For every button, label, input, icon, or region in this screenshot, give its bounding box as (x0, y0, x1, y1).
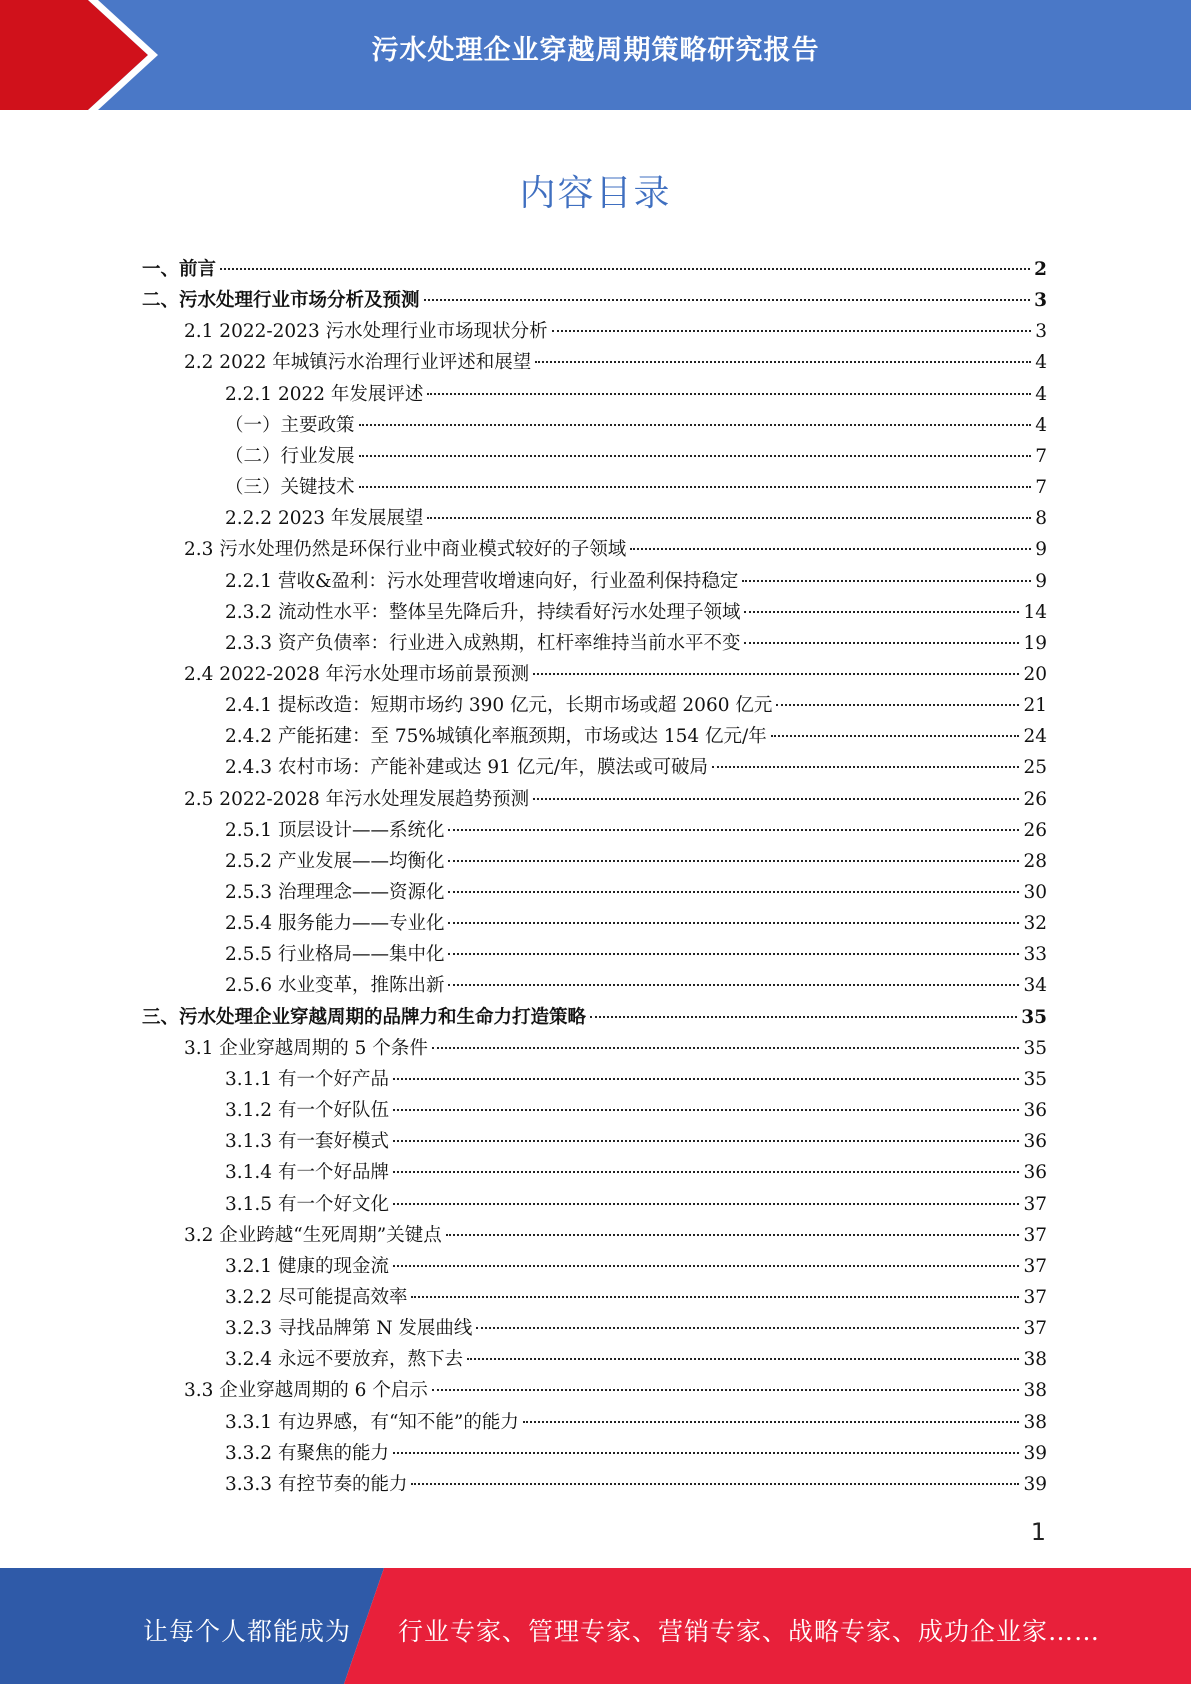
header-banner (0, 0, 1191, 110)
toc-leader-dots (393, 1452, 1019, 1454)
footer-slogan: 让每个人都能成为 (143, 1617, 352, 1646)
toc-entry[interactable] (225, 908, 1047, 939)
toc-entry-page: 3 (1035, 321, 1047, 343)
toc-entry-title: 3.3 企业穿越周期的 6 个启示 (184, 1380, 428, 1402)
toc-entry-title: 2.5.2 产业发展——均衡化 (225, 850, 445, 872)
toc-entry-title: 一、前言 (142, 259, 217, 280)
toc-entry-page: 39 (1023, 1442, 1047, 1464)
toc-entry-title: 2.4.1 提标改造：短期市场约 390 亿元，长期市场或超 2060 亿元 (225, 695, 773, 717)
toc-entry-title: 2.2.2 2023 年发展展望 (225, 508, 424, 530)
toc-leader-dots (523, 1421, 1020, 1423)
toc-entry-title: 3.3.1 有边界感，有“知不能”的能力 (225, 1411, 519, 1433)
toc-entry[interactable] (184, 1375, 1047, 1406)
toc-entry-page: 32 (1023, 913, 1047, 935)
toc-entry-page: 24 (1023, 726, 1047, 748)
footer-banner (0, 1568, 1191, 1684)
toc-entry-title: 2.5 2022-2028 年污水处理发展趋势预测 (184, 788, 530, 810)
toc-leader-dots (467, 1358, 1019, 1360)
toc-entry[interactable] (225, 1126, 1047, 1157)
toc-leader-dots (535, 361, 1031, 363)
toc-entry-title: 3.2.4 永远不要放弃，熬下去 (225, 1349, 463, 1371)
toc-leader-dots (393, 1109, 1019, 1111)
toc-leader-dots (427, 517, 1031, 519)
toc-entry-page: 25 (1023, 757, 1047, 779)
toc-entry[interactable] (225, 1157, 1047, 1188)
toc-leader-dots (712, 766, 1019, 768)
toc-entry-title: 2.2 2022 年城镇污水治理行业评述和展望 (184, 352, 532, 374)
toc-leader-dots (411, 1483, 1019, 1485)
toc-leader-dots (393, 1140, 1019, 1142)
toc-entry-page: 20 (1023, 663, 1047, 685)
toc-leader-dots (742, 580, 1031, 582)
toc-entry-title: 3.1.4 有一个好品牌 (225, 1162, 389, 1184)
toc-leader-dots (448, 891, 1019, 893)
toc-entry-page: 37 (1023, 1255, 1047, 1277)
toc-leader-dots (476, 1327, 1019, 1329)
toc-leader-dots (393, 1265, 1019, 1267)
toc-entry-page: 9 (1035, 570, 1047, 592)
toc-entry[interactable] (184, 1220, 1047, 1251)
toc-leader-dots (552, 330, 1032, 332)
toc-entry-page: 4 (1035, 414, 1047, 436)
toc-entry-title: （二）行业发展 (225, 445, 355, 467)
toc-leader-dots (590, 1016, 1017, 1018)
toc-leader-dots (630, 548, 1031, 550)
toc-entry-page: 19 (1023, 632, 1047, 654)
toc-entry-page: 33 (1023, 944, 1047, 966)
toc-entry-page: 8 (1035, 508, 1047, 530)
toc-leader-dots (776, 704, 1019, 706)
toc-entry[interactable] (225, 597, 1047, 628)
toc-entry[interactable] (184, 659, 1047, 690)
toc-entry-title: 2.4.2 产能拓建：至 75%城镇化率瓶颈期，市场或达 154 亿元/年 (225, 726, 767, 748)
toc-entry-page: 37 (1023, 1286, 1047, 1308)
toc-entry-page: 4 (1035, 383, 1047, 405)
toc-leader-dots (393, 1078, 1019, 1080)
toc-entry-page: 7 (1035, 445, 1047, 467)
toc-entry-page: 36 (1023, 1131, 1047, 1153)
toc-entry-page: 35 (1023, 1068, 1047, 1090)
toc-entry-page: 35 (1023, 1037, 1047, 1059)
toc-entry-page: 39 (1023, 1473, 1047, 1495)
toc-entry[interactable] (225, 939, 1047, 970)
toc-entry[interactable] (184, 1033, 1047, 1064)
toc-entry-page: 35 (1021, 1006, 1047, 1028)
toc-leader-dots (448, 829, 1019, 831)
toc-entry-page: 30 (1023, 882, 1047, 903)
toc-leader-dots (744, 611, 1019, 613)
toc-entry-page: 38 (1023, 1411, 1047, 1433)
toc-entry[interactable] (142, 254, 1047, 285)
toc-entry-title: 2.5.3 治理理念——资源化 (225, 882, 445, 903)
toc-leader-dots (432, 1047, 1020, 1049)
toc-entry-title: 2.5.6 水业变革，推陈出新 (225, 975, 445, 997)
toc-entry[interactable] (225, 628, 1047, 659)
toc-entry[interactable] (225, 1189, 1047, 1220)
toc-entry-title: 2.3 污水处理仍然是环保行业中商业模式较好的子领域 (184, 539, 627, 561)
toc-entry-page: 36 (1023, 1162, 1047, 1184)
toc-entry-title: 3.1.5 有一个好文化 (225, 1193, 389, 1215)
toc-entry-title: 3.2.3 寻找品牌第 N 发展曲线 (225, 1318, 473, 1340)
toc-leader-dots (411, 1296, 1019, 1298)
toc-entry-title: （三）关键技术 (225, 477, 355, 499)
toc-entry-page: 26 (1023, 788, 1047, 810)
toc-entry[interactable] (225, 877, 1047, 908)
toc-entry-title: 3.2 企业跨越“生死周期”关键点 (184, 1224, 442, 1246)
toc-entry-page: 38 (1023, 1380, 1047, 1402)
toc-entry[interactable] (225, 1095, 1047, 1126)
toc-entry[interactable] (225, 721, 1047, 752)
toc-entry-page: 3 (1034, 290, 1047, 312)
toc-leader-dots (424, 299, 1031, 301)
toc-title: 内容目录 (519, 173, 672, 214)
page-number: 1 (1030, 1518, 1046, 1546)
toc-entry[interactable] (225, 1313, 1047, 1344)
toc-entry[interactable] (225, 1438, 1047, 1469)
toc-entry[interactable] (225, 379, 1047, 410)
toc-entry-title: 3.3.2 有聚焦的能力 (225, 1442, 389, 1464)
toc-entry[interactable] (225, 566, 1047, 597)
toc-entry[interactable] (184, 347, 1047, 378)
toc-leader-dots (359, 424, 1032, 426)
toc-entry-page: 34 (1023, 975, 1047, 997)
toc-leader-dots (359, 455, 1032, 457)
toc-entry-title: 2.3.3 资产负债率：行业进入成熟期，杠杆率维持当前水平不变 (225, 632, 741, 654)
toc-entry-page: 28 (1023, 850, 1047, 872)
toc-entry[interactable] (225, 503, 1047, 534)
toc-entry-title: 3.1 企业穿越周期的 5 个条件 (184, 1037, 428, 1059)
toc-entry[interactable] (225, 846, 1047, 877)
toc-leader-dots (448, 860, 1019, 862)
toc-entry-title: 三、污水处理企业穿越周期的品牌力和生命力打造策略 (142, 1006, 587, 1028)
toc-leader-dots (427, 393, 1031, 395)
toc-entry-title: 二、污水处理行业市场分析及预测 (142, 290, 420, 312)
toc-leader-dots (393, 1171, 1019, 1173)
toc-entry[interactable] (225, 1282, 1047, 1313)
toc-entry[interactable] (225, 410, 1047, 441)
toc-leader-dots (448, 953, 1019, 955)
toc-entry-title: 2.4 2022-2028 年污水处理市场前景预测 (184, 663, 530, 685)
footer-roles: 行业专家、管理专家、营销专家、战略专家、成功企业家…… (398, 1617, 1101, 1646)
toc-entry[interactable] (184, 784, 1047, 815)
toc-entry-page: 2 (1034, 259, 1047, 280)
toc-entry[interactable] (225, 472, 1047, 503)
toc-entry-title: 2.2.1 营收&盈利：污水处理营收增速向好，行业盈利保持稳定 (225, 570, 739, 592)
toc-entry-title: 2.4.3 农村市场：产能补建或达 91 亿元/年，膜法或可破局 (225, 757, 708, 779)
toc-leader-dots (393, 1203, 1019, 1205)
toc-entry-title: 2.2.1 2022 年发展评述 (225, 383, 424, 405)
toc-leader-dots (220, 268, 1030, 270)
toc-entry[interactable] (225, 1469, 1047, 1500)
toc-leader-dots (448, 984, 1019, 986)
toc-entry-page: 21 (1023, 695, 1047, 717)
toc-entry-page: 37 (1023, 1318, 1047, 1340)
toc-entry-title: 3.1.1 有一个好产品 (225, 1068, 389, 1090)
toc-entry-title: 3.2.2 尽可能提高效率 (225, 1286, 408, 1308)
toc-entry[interactable] (225, 1064, 1047, 1095)
toc-leader-dots (744, 642, 1019, 644)
toc-entry[interactable] (225, 970, 1047, 1001)
toc-entry-title: 2.5.1 顶层设计——系统化 (225, 819, 445, 841)
toc-entry-page: 37 (1023, 1224, 1047, 1246)
toc-entry-title: 3.1.3 有一套好模式 (225, 1131, 389, 1153)
toc-entry[interactable] (225, 752, 1047, 783)
toc-entry-page: 26 (1023, 819, 1047, 841)
toc-entry-page: 38 (1023, 1349, 1047, 1371)
toc-entry-title: 2.3.2 流动性水平：整体呈先降后升，持续看好污水处理子领域 (225, 601, 741, 623)
toc-entry[interactable] (225, 1251, 1047, 1282)
toc-entry[interactable] (225, 441, 1047, 472)
toc-entry-title: 3.2.1 健康的现金流 (225, 1255, 389, 1277)
toc-entry-title: 3.3.3 有控节奏的能力 (225, 1473, 408, 1495)
toc-entry[interactable] (142, 285, 1047, 316)
toc-entry-page: 7 (1035, 477, 1047, 499)
toc-entry-page: 36 (1023, 1100, 1047, 1122)
toc-entry-page: 4 (1035, 352, 1047, 374)
toc-entry-title: 3.1.2 有一个好队伍 (225, 1100, 389, 1122)
toc-entry[interactable] (184, 534, 1047, 565)
toc-leader-dots (533, 673, 1019, 675)
toc-leader-dots (359, 486, 1032, 488)
toc-entry-title: 2.5.4 服务能力——专业化 (225, 913, 445, 935)
toc-leader-dots (432, 1389, 1020, 1391)
toc-entry[interactable] (142, 1002, 1047, 1033)
header-title: 污水处理企业穿越周期策略研究报告 (371, 35, 820, 66)
toc-entry-page: 37 (1023, 1193, 1047, 1215)
toc-leader-dots (533, 798, 1019, 800)
toc-entry[interactable] (225, 815, 1047, 846)
toc-entry-page: 14 (1023, 601, 1047, 623)
toc-leader-dots (448, 922, 1019, 924)
toc-entry-page: 9 (1035, 539, 1047, 561)
toc-entry[interactable] (184, 316, 1047, 347)
toc-entry-title: 2.1 2022-2023 污水处理行业市场现状分析 (184, 321, 548, 343)
toc-entry-title: （一）主要政策 (225, 414, 355, 436)
toc-entry[interactable] (225, 1344, 1047, 1375)
toc-entry[interactable] (225, 1407, 1047, 1438)
toc-leader-dots (446, 1234, 1020, 1236)
toc-entry[interactable] (225, 690, 1047, 721)
toc-leader-dots (771, 735, 1020, 737)
toc-entry-title: 2.5.5 行业格局——集中化 (225, 944, 445, 966)
